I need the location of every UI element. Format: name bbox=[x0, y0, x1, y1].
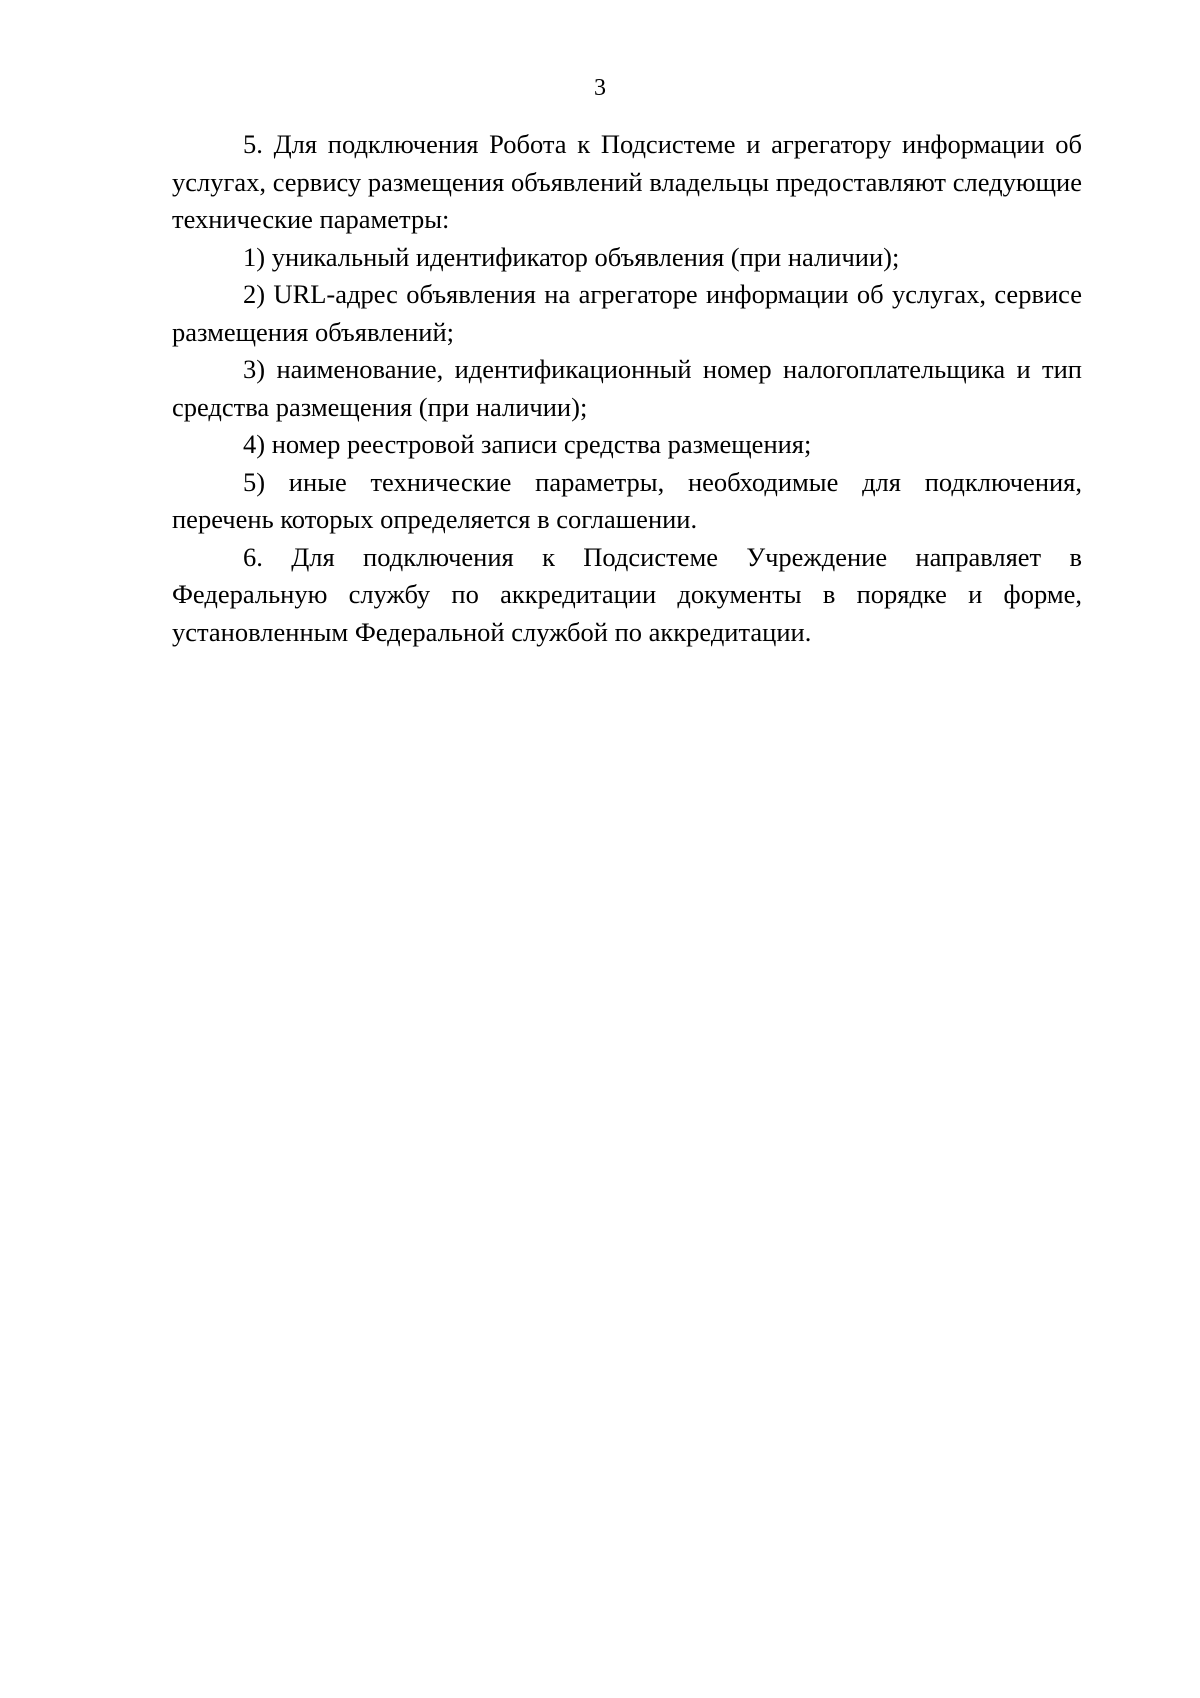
list-item-3: 3) наименование, идентификационный номер налогоплательщика и тип средства размещения (при наличии); bbox=[172, 354, 1082, 422]
document-body bbox=[172, 126, 1082, 651]
list-item-5: 5) иные технические параметры, необходимые для подключения, перечень которых определяется в соглашении. bbox=[172, 466, 1082, 534]
list-item-2: 2) URL-адрес объявления на агрегаторе информации об услугах, сервисе размещения объявлений; bbox=[172, 279, 1082, 347]
paragraph-6: 6. Для подключения к Подсистеме Учреждение направляет в Федеральную службу по аккредитации документы в порядке и форме, установленным Федеральной службой по аккредитации. bbox=[172, 541, 1082, 647]
list-item-4: 4) номер реестровой записи средства размещения; bbox=[243, 429, 812, 459]
page-number: 3 bbox=[594, 75, 606, 101]
paragraph-5: 5. Для подключения Робота к Подсистеме и агрегатору информации об услугах, сервису размещения объявлений владельцы предоставляют следующие технические параметры: bbox=[172, 129, 1082, 234]
list-item-1: 1) уникальный идентификатор объявления (при наличии); bbox=[243, 241, 900, 272]
